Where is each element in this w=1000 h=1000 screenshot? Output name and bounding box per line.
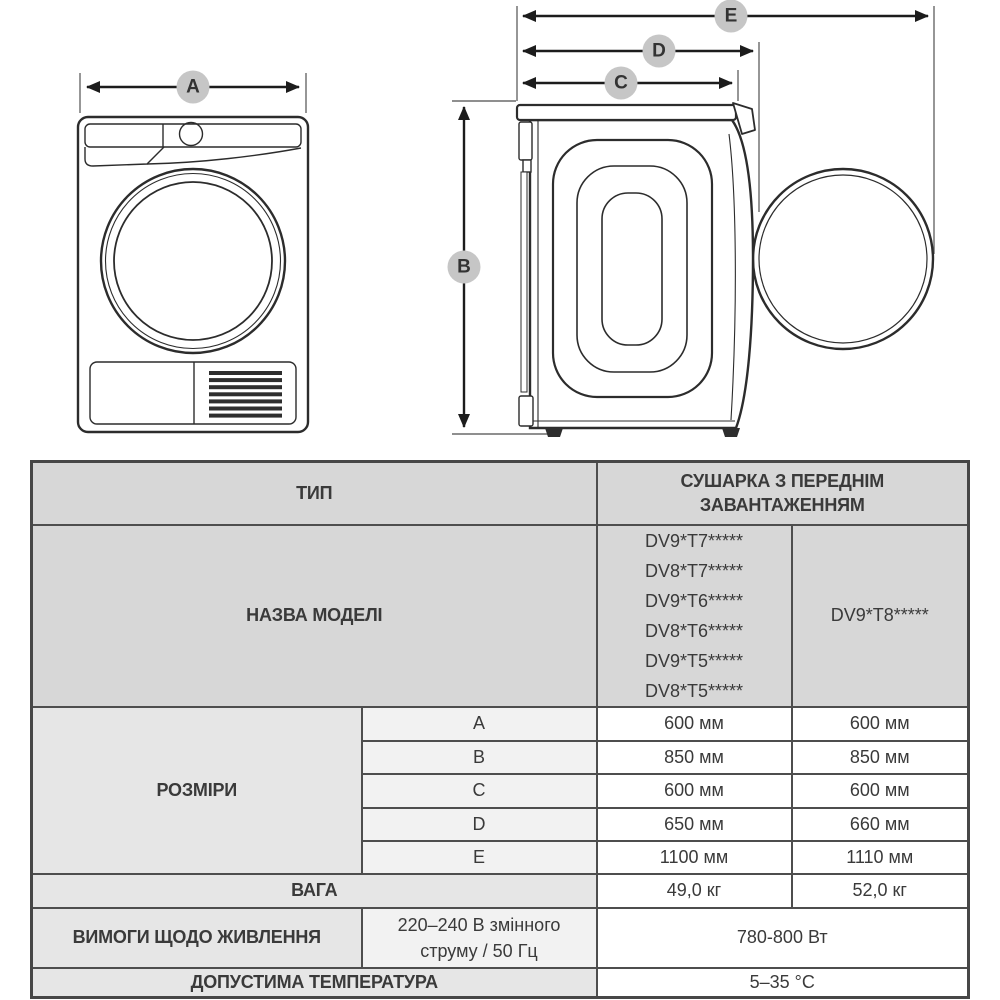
feet-icon [545, 428, 740, 437]
dim-value-2: 1110 мм [792, 841, 969, 874]
row-type [32, 462, 969, 525]
svg-text:A: A [186, 76, 200, 98]
dim-label-d [643, 35, 676, 68]
dim-value-2: 850 мм [792, 741, 969, 774]
dim-value-1: 850 мм [597, 741, 792, 774]
model-group1 [597, 525, 792, 707]
model-name: DV9*T5***** [644, 650, 744, 671]
dimensions-label: РОЗМІРИ [32, 707, 362, 874]
type-value: СУШАРКА З ПЕРЕДНІМ ЗАВАНТАЖЕННЯМ [597, 462, 969, 525]
weight-value-2: 52,0 кг [792, 874, 969, 908]
model-name: DV9*T7***** [644, 530, 744, 551]
row-power [32, 908, 969, 968]
spec-table-container [30, 460, 970, 999]
type-label: ТИП [32, 462, 597, 525]
dimension-diagram [0, 0, 1000, 458]
power-consumption: 780-800 Вт [597, 908, 969, 968]
svg-text:C: C [614, 72, 628, 94]
model-name: DV9*T6***** [644, 590, 744, 611]
weight-label: ВАГА [32, 874, 597, 908]
temperature-label: ДОПУСТИМА ТЕМПЕРАТУРА [32, 968, 597, 998]
row-temperature [32, 968, 969, 998]
door-open [753, 169, 933, 349]
row-weight [32, 874, 969, 908]
dim-label-e [715, 0, 748, 33]
side-view-diagram [452, 6, 934, 437]
svg-text:B: B [457, 256, 471, 278]
spec-table [30, 460, 970, 999]
dim-value-2: 660 мм [792, 808, 969, 841]
model-name: DV8*T6***** [644, 620, 744, 641]
dim-letter: A [362, 707, 597, 741]
dim-letter: B [362, 741, 597, 774]
model-label: НАЗВА МОДЕЛІ [32, 525, 597, 707]
dim-label-a [177, 71, 210, 104]
svg-text:D: D [652, 40, 666, 62]
model-name: DV8*T5***** [644, 680, 744, 701]
dim-label-b [448, 251, 481, 284]
dim-value-1: 1100 мм [597, 841, 792, 874]
front-view-diagram [78, 73, 308, 432]
dim-letter: E [362, 841, 597, 874]
row-dimension-a [32, 707, 969, 741]
dim-value-1: 600 мм [597, 774, 792, 808]
dim-label-c [605, 67, 638, 100]
dim-value-2: 600 мм [792, 774, 969, 808]
row-model [32, 525, 969, 707]
temperature-value: 5–35 °C [597, 968, 969, 998]
dim-letter: D [362, 808, 597, 841]
dim-value-1: 650 мм [597, 808, 792, 841]
model-group2: DV9*T8***** [792, 525, 969, 707]
weight-value-1: 49,0 кг [597, 874, 792, 908]
dim-value-2: 600 мм [792, 707, 969, 741]
power-supply: 220–240 В змінного струму / 50 Гц [362, 908, 597, 968]
dim-letter: C [362, 774, 597, 808]
power-label: ВИМОГИ ЩОДО ЖИВЛЕННЯ [32, 908, 362, 968]
dim-value-1: 600 мм [597, 707, 792, 741]
model-name: DV8*T7***** [644, 560, 744, 581]
svg-text:E: E [724, 5, 738, 27]
